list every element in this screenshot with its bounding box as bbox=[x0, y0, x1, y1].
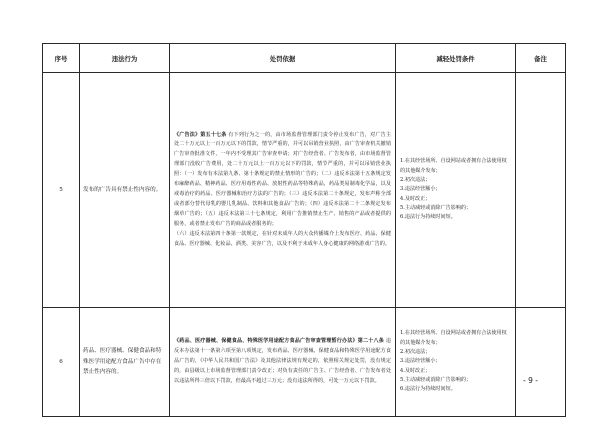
condition-item: 5.主动减轻或消除广告影响的； bbox=[400, 376, 472, 383]
condition-item: 4.及时改正； bbox=[400, 195, 431, 202]
legal-reference: 《广告法》第五十七条 bbox=[174, 131, 227, 138]
header-mitigation-conditions: 减轻处罚条件 bbox=[396, 44, 516, 73]
basis-paragraph bbox=[174, 131, 391, 230]
row-number: 5 bbox=[43, 73, 80, 308]
mitigation-conditions bbox=[396, 308, 516, 417]
page-number: - 9 - bbox=[523, 376, 538, 385]
condition-item: 4.及时改正； bbox=[400, 367, 431, 374]
condition-item: 6.违法行为持续时间短。 bbox=[400, 214, 456, 221]
table-row bbox=[43, 73, 566, 308]
condition-item: 3.违法经营额小； bbox=[400, 358, 441, 365]
condition-item: 5.主动减轻或消除广告影响的； bbox=[400, 204, 472, 211]
condition-item: 3.违法经营额小； bbox=[400, 186, 441, 193]
condition-item: 1.在其经营场所、自设网站或者拥有合法使用权的其他媒介发布； bbox=[400, 158, 507, 174]
table-header-row bbox=[43, 44, 566, 73]
condition-item: 2.初次违法； bbox=[400, 349, 431, 356]
header-notes: 备注 bbox=[516, 44, 566, 73]
basis-text: 有下列行为之一的，由市场监督管理部门责令停止发布广告，对广告主处二十万元以上一百万元以下的罚款，情节严重的，并可以吊销营业执照，由广告审查机关撤销广告审查批准文件，一年内不受理其广告审查申请；对广告经营者、广告发布者，由市场监督管理部门没收广告费用，处二十万元以上一百万元以下的罚款，情节严重的，并可以吊销营业执照：（一）发布有本法第九条、第十条规定的禁止情形的广告的；（二）违反本法第十五条规定发布麻醉药品、精神药品、医疗用毒性药品、放射性药品等特殊药品，药品类易制毒化学品，以及戒毒治疗的药品、医疗器械和治疗方法的广告的；（三）违反本法第二十条规定，发布声称全部或者部分替代母乳的婴儿乳制品、饮料和其他食品广告的；（四）违反本法第二十二条规定发布烟草广告的；（五）违反本法第三十七条规定，利用广告推销禁止生产、销售的产品或者提供的服务，或者禁止发布广告的商品或者服务的； bbox=[174, 131, 391, 227]
header-violation: 违法行为 bbox=[80, 44, 170, 73]
basis-paragraph bbox=[174, 337, 391, 387]
penalty-basis bbox=[170, 308, 396, 417]
basis-text: （六）违反本法第四十条第一款规定，在针对未成年人的大众传播媒介上发布医疗、药品、保健食品、医疗器械、化妆品、酒类、美容广告，以及不利于未成年人身心健康的网络游戏广告的。 bbox=[174, 230, 391, 247]
note-cell bbox=[516, 308, 566, 417]
header-serial-number: 序号 bbox=[43, 44, 80, 73]
row-number: 6 bbox=[43, 308, 80, 417]
legal-reference: 《药品、医疗器械、保健食品、特殊医学用途配方食品广告审查管理暂行办法》第二十八条 bbox=[174, 338, 385, 345]
violation-text: 发布的广告具有禁止性内容的。 bbox=[80, 73, 170, 308]
mitigation-conditions bbox=[396, 73, 516, 308]
penalty-table bbox=[42, 43, 566, 417]
note-cell bbox=[516, 73, 566, 308]
table-row bbox=[43, 308, 566, 417]
penalty-basis bbox=[170, 73, 396, 308]
basis-text: 违反本办法第十一条第六项至第八项规定，发布药品、医疗器械、保健食品和特殊医学用途配方食品广告的，《中华人民共和国广告法》及其他法律法规有规定的，依照相关规定处罚，没有规定的，由县级以上市场监督管理部门责令改正；对负有责任的广告主、广告经营者、广告发布者处以违法所得三倍以下罚款，但最高不超过三万元；没有违法所得的，可处一万元以下罚款。 bbox=[174, 338, 391, 384]
header-penalty-basis: 处罚依据 bbox=[170, 44, 396, 73]
condition-item: 2.初次违法； bbox=[400, 177, 431, 184]
basis-paragraph bbox=[174, 230, 391, 250]
condition-item: 6.违法行为持续时间短。 bbox=[400, 386, 456, 393]
condition-item: 1.在其经营场所、自设网站或者拥有合法使用权的其他媒介发布； bbox=[400, 330, 507, 346]
violation-text: 药品、医疗器械、保健食品和特殊医学用途配方食品广告中存在禁止性内容的。 bbox=[80, 308, 170, 417]
